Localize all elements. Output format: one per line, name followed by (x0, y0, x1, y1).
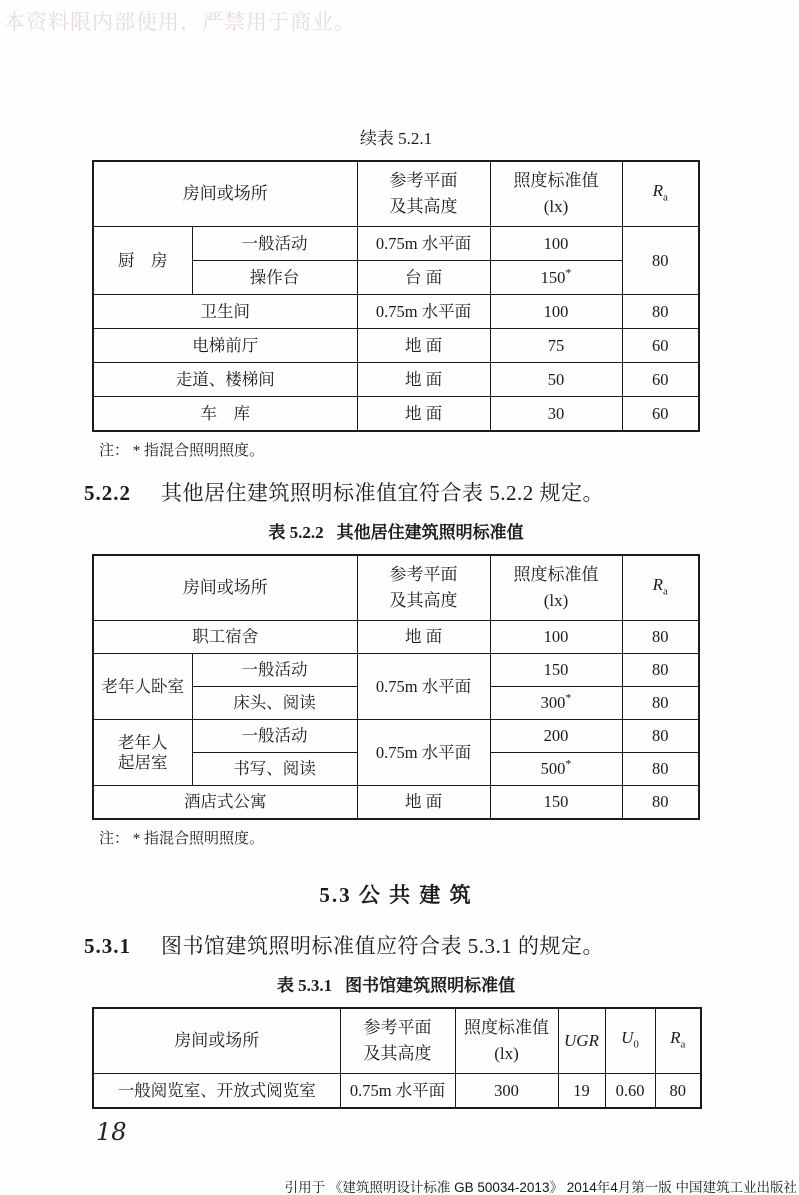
ra-symbol: R (652, 180, 663, 200)
cell-plane: 0.75m 水平面 (357, 227, 490, 261)
cell-lux: 200 (490, 720, 622, 753)
cell-ugr: 19 (558, 1074, 605, 1109)
header-ugr (558, 1008, 605, 1074)
table-521-caption: 续表 5.2.1 (359, 129, 433, 148)
cell-writing-reading: 书写、阅读 (192, 753, 357, 786)
u0-subscript: 0 (633, 1038, 639, 1051)
cell-garage: 车 库 (93, 397, 357, 432)
cell-ra: 80 (622, 621, 699, 654)
cell-plane: 地 面 (357, 397, 490, 432)
cell-worktop: 操作台 (192, 261, 357, 295)
cell-ra: 60 (622, 329, 699, 363)
header-lux-line2: (lx) (543, 591, 569, 610)
cell-plane: 地 面 (357, 329, 490, 363)
header-lux-line2: (lx) (543, 197, 569, 216)
cell-corridor-stairs: 走道、楼梯间 (93, 363, 357, 397)
ugr-symbol: UGR (564, 1031, 599, 1050)
table-531-caption-number: 表 5.3.1 (276, 976, 333, 995)
ra-subscript: a (680, 1038, 686, 1051)
header-lux-line1: 照度标准值 (513, 171, 599, 190)
header-illuminance (455, 1008, 558, 1074)
header-plane-line2: 及其高度 (363, 1044, 432, 1063)
clause-531 (84, 931, 708, 961)
cell-ra: 80 (655, 1074, 701, 1109)
header-plane-line1: 参考平面 (389, 171, 458, 190)
header-plane-line1: 参考平面 (363, 1018, 432, 1037)
header-plane-line1: 参考平面 (389, 565, 458, 584)
cell-staff-dormitory: 职工宿舍 (93, 621, 357, 654)
cell-plane: 0.75m 水平面 (357, 720, 490, 786)
mixed-lighting-asterisk: * (565, 265, 572, 279)
clause-522-number: 5.2.2 (84, 481, 131, 505)
elderly-livingroom-line2: 起居室 (118, 752, 168, 772)
header-reference-plane (357, 161, 490, 227)
section-53-heading: 5.3 公 共 建 筑 (319, 883, 473, 907)
header-lux-line1: 照度标准值 (513, 565, 599, 584)
cell-plane: 0.75m 水平面 (357, 654, 490, 720)
header-ra (622, 555, 699, 621)
header-u0 (605, 1008, 655, 1074)
header-lux-line1: 照度标准值 (464, 1018, 549, 1037)
table-531-caption (84, 975, 708, 997)
ra-symbol: R (670, 1027, 681, 1047)
table-531-caption-title: 图书馆建筑照明标准值 (345, 976, 516, 995)
cell-ra: 80 (622, 720, 699, 753)
cell-lux: 300* (490, 687, 622, 720)
cell-lux: 75 (490, 329, 622, 363)
cell-lux: 100 (490, 227, 622, 261)
cell-plane: 0.75m 水平面 (357, 295, 490, 329)
clause-522 (84, 478, 708, 508)
cell-general-activity: 一般活动 (192, 227, 357, 261)
cell-general-activity: 一般活动 (192, 654, 357, 687)
table-522-caption (84, 522, 708, 544)
cell-lux: 150 (490, 786, 622, 820)
table-522-note: 注： * 指混合照明照度。 (99, 831, 265, 847)
cell-ra: 80 (622, 654, 699, 687)
mixed-lighting-asterisk: * (565, 756, 572, 771)
cell-plane: 地 面 (357, 621, 490, 654)
table-522 (92, 554, 700, 820)
table-522-caption-title: 其他居住建筑照明标准值 (336, 523, 524, 542)
header-plane-line2: 及其高度 (389, 197, 458, 216)
watermark-text: 本资料限内部使用，严禁用于商业。 (4, 11, 356, 34)
cell-ra: 80 (622, 295, 699, 329)
cell-elderly-livingroom-label (93, 720, 192, 786)
cell-ra: 80 (622, 786, 699, 820)
citation-footer: 引用于 《建筑照明设计标准 GB 50034-2013》 2014年4月第一版 中国建筑工业出版社 (284, 1180, 797, 1195)
table-521-note: 注： * 指混合照明照度。 (99, 443, 265, 459)
cell-elevator-lobby: 电梯前厅 (93, 329, 357, 363)
table-521-continued (92, 160, 700, 432)
ra-symbol: R (652, 574, 663, 594)
header-lux-line2: (lx) (494, 1044, 519, 1063)
cell-hotel-apartment: 酒店式公寓 (93, 786, 357, 820)
cell-reading-room: 一般阅览室、开放式阅览室 (93, 1074, 340, 1109)
cell-plane: 台 面 (357, 261, 490, 295)
cell-lux: 150 (490, 654, 622, 687)
cell-lux: 100 (490, 621, 622, 654)
cell-bedside-reading: 床头、阅读 (192, 687, 357, 720)
cell-ra: 80 (622, 227, 699, 295)
cell-ra: 60 (622, 363, 699, 397)
cell-lux: 300 (455, 1074, 558, 1109)
header-room: 房间或场所 (93, 1008, 340, 1074)
clause-531-number: 5.3.1 (84, 934, 131, 958)
cell-kitchen-label: 厨 房 (93, 227, 192, 295)
header-ra (622, 161, 699, 227)
cell-ra: 60 (622, 397, 699, 432)
cell-lux: 50 (490, 363, 622, 397)
cell-bathroom: 卫生间 (93, 295, 357, 329)
ra-subscript: a (663, 585, 668, 598)
cell-u0: 0.60 (605, 1074, 655, 1109)
header-ra (655, 1008, 701, 1074)
u0-symbol: U (621, 1027, 634, 1047)
header-reference-plane (340, 1008, 455, 1074)
header-illuminance (490, 161, 622, 227)
clause-522-text: 其他居住建筑照明标准值宜符合表 5.2.2 规定。 (161, 481, 604, 505)
header-illuminance (490, 555, 622, 621)
page-number: 18 (96, 1118, 127, 1146)
cell-ra: 80 (622, 753, 699, 786)
cell-plane: 地 面 (357, 363, 490, 397)
cell-ra: 80 (622, 687, 699, 720)
mixed-lighting-asterisk: * (565, 690, 572, 705)
header-reference-plane (357, 555, 490, 621)
page-content (84, 128, 708, 1109)
cell-elderly-bedroom-label: 老年人卧室 (93, 654, 192, 720)
cell-lux: 500* (490, 753, 622, 786)
cell-plane: 0.75m 水平面 (340, 1074, 455, 1109)
cell-lux: 30 (490, 397, 622, 432)
clause-531-text: 图书馆建筑照明标准值应符合表 5.3.1 的规定。 (161, 934, 604, 958)
cell-lux: 100 (490, 295, 622, 329)
header-room: 房间或场所 (93, 555, 357, 621)
cell-lux: 150* (490, 261, 622, 295)
cell-general-activity: 一般活动 (192, 720, 357, 753)
ra-subscript: a (663, 191, 668, 204)
header-plane-line2: 及其高度 (389, 591, 458, 610)
table-531 (92, 1007, 702, 1109)
table-522-caption-number: 表 5.2.2 (268, 523, 324, 542)
cell-plane: 地 面 (357, 786, 490, 820)
header-room: 房间或场所 (93, 161, 357, 227)
elderly-livingroom-line1: 老年人 (118, 732, 168, 752)
